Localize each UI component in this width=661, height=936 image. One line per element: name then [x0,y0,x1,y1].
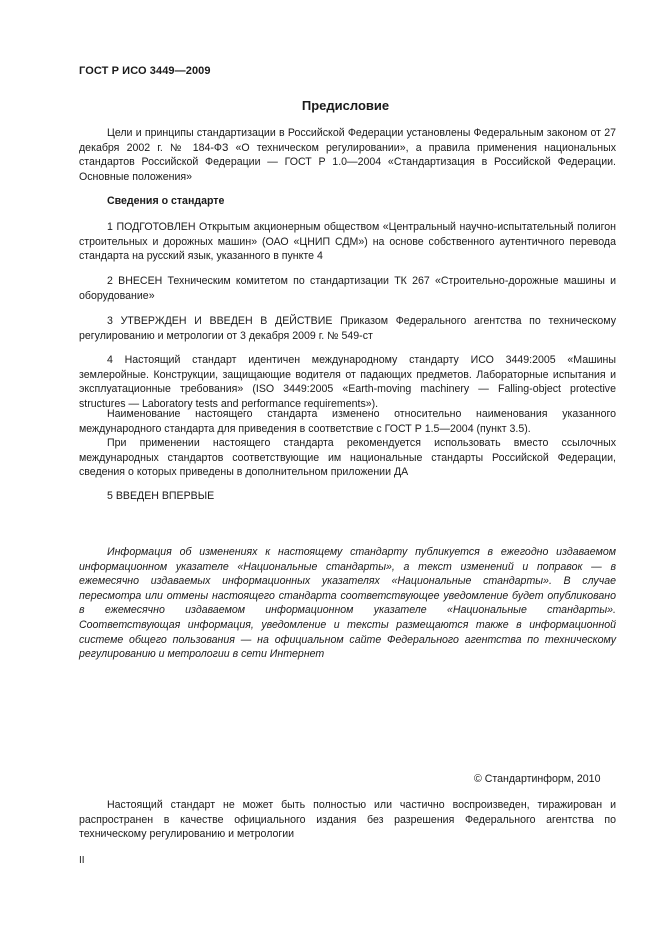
document-code-header: ГОСТ Р ИСО 3449—2009 [79,65,211,77]
item-4-paragraph-3 [79,436,616,480]
section-title: Сведения о стандарте [107,195,225,207]
intro-text: Цели и принципы стандартизации в Российской Федерации установлены Федеральным законом от 27 декабря 2002 г. № 184-ФЗ «О техническом регулировании», а правила применения национальных стандартов Российской Федерации — ГОСТ Р 1.0—2004 «Стандартизация в Российской Федерации. Основные положения» [79,127,616,183]
item-1-text: 1 ПОДГОТОВЛЕН Открытым акционерным обществом «Центральный научно-испытательный полигон строительных и дорожных машин» (ОАО «ЦНИП СДМ») на основе собственного аутентичного перевода стандарта на русский язык, указанного в пункте 4 [79,221,616,263]
item-4-text: 4 Настоящий стандарт идентичен международному стандарту ИСО 3449:2005 «Машины землеройные. Конструкции, защищающие водителя от падающих предметов. Лабораторные испытания и эксплуатационные требования» (ISO 3449:2005 «Earth-moving machinery — Falling-object protective structures — Laboratory tests and performance requirements»). [79,354,616,410]
item-5-text: 5 ВВЕДЕН ВПЕРВЫЕ [107,490,215,502]
item-4-text-2: Наименование настоящего стандарта изменено относительно наименования указанного международного стандарта для приведения в соответствие с ГОСТ Р 1.5—2004 (пункт 3.5). [79,408,616,435]
notice-text: Информация об изменениях к настоящему стандарту публикуется в ежегодно издаваемом информационном указателе «Национальные стандарты», а текст изменений и поправок — в ежемесячно издаваемых информационных указателях «Национальные стандарты». В случае пересмотра или отмены настоящего стандарта соответствующее уведомление будет опубликовано в ежемесячно издаваемом информационном указателе «Национальные стандарты». Соответствующая информация, уведомление и тексты размещаются также в информационной системе общего пользования — на официальном сайте Федерального агентства по техническому регулированию и метрологии в сети Интернет [79,546,616,661]
item-1-paragraph [79,220,616,264]
item-3-text: 3 УТВЕРЖДЕН И ВВЕДЕН В ДЕЙСТВИЕ Приказом Федерального агентства по техническому регулированию и метрологии от 3 декабря 2009 г. № 549-ст [79,315,616,342]
item-2-text: 2 ВНЕСЕН Техническим комитетом по стандартизации ТК 267 «Строительно-дорожные машины и оборудование» [79,275,616,302]
page-title: Предисловие [301,98,390,113]
copyright-line: © Стандартинформ, 2010 [474,773,601,785]
notice-paragraph [79,545,616,662]
intro-paragraph [79,126,616,184]
item-3-paragraph [79,314,616,343]
page-number: II [79,855,85,866]
item-4-paragraph-2 [79,407,616,436]
item-4-text-3: При применении настоящего стандарта рекомендуется использовать вместо ссылочных международных стандартов соответствующие им национальные стандарты Российской Федерации, сведения о которых приведены в дополнительном приложении ДА [79,437,616,479]
restriction-text: Настоящий стандарт не может быть полностью или частично воспроизведен, тиражирован и распространен в качестве официального издания без разрешения Федерального агентства по техническому регулированию и метрологии [79,799,616,841]
item-2-paragraph [79,274,616,303]
item-4-paragraph [79,353,616,411]
restriction-paragraph [79,798,616,842]
